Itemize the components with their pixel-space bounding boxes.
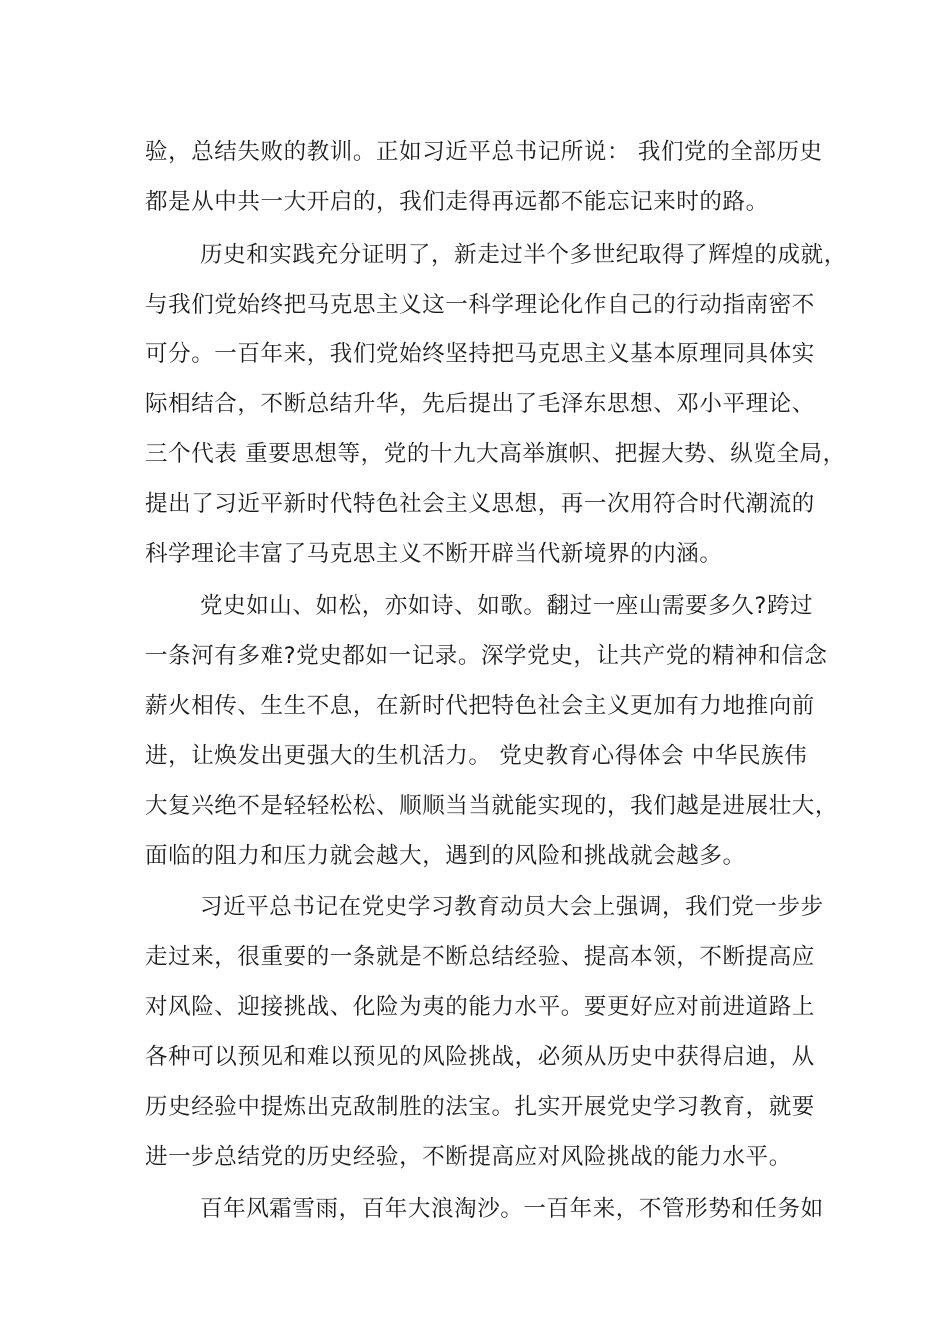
text-line: 对风险、迎接挑战、化险为夷的能力水平。要更好应对前进道路上	[145, 994, 815, 1020]
text-line: 可分。一百年来，我们党始终坚持把马克思主义基本原理同具体实	[145, 341, 815, 367]
text-line: 提出了习近平新时代特色社会主义思想，再一次用符合时代潮流的	[145, 491, 815, 517]
text-line: 际相结合，不断总结升华，先后提出了毛泽东思想、邓小平理论、	[145, 391, 815, 417]
text-line: 进，让焕发出更强大的生机活力。 党史教育心得体会 中华民族伟	[145, 743, 808, 769]
paragraph-first-line: 习近平总书记在党史学习教育动员大会上强调，我们党一步步	[200, 894, 824, 920]
text-line: 薪火相传、生生不息，在新时代把特色社会主义更加有力地推向前	[145, 693, 815, 719]
text-line: 三个代表 重要思想等，党的十九大高举旗帜、把握大势、纵览全局，	[145, 441, 846, 467]
paragraph-first-line: 历史和实践充分证明了，新走过半个多世纪取得了辉煌的成就，	[200, 242, 847, 268]
text-line: 进一步总结党的历史经验，不断提高应对风险挑战的能力水平。	[145, 1144, 792, 1170]
text-line: 验，总结失败的教训。正如习近平总书记所说： 我们党的全部历史	[145, 139, 823, 165]
paragraph-first-line: 百年风霜雪雨，百年大浪淘沙。一百年来，不管形势和任务如	[200, 1196, 824, 1222]
text-line: 与我们党始终把马克思主义这一科学理论化作自己的行动指南密不	[145, 292, 815, 318]
text-line: 大复兴绝不是轻轻松松、顺顺当当就能实现的，我们越是进展壮大，	[145, 793, 839, 819]
text-line: 走过来，很重要的一条就是不断总结经验、提高本领，不断提高应	[145, 944, 815, 970]
paragraph-first-line: 党史如山、如松，亦如诗、如歌。翻过一座山需要多久?跨过	[200, 593, 814, 619]
text-line: 面临的阻力和压力就会越大，遇到的风险和挑战就会越多。	[145, 843, 746, 869]
text-line: 都是从中共一大开启的，我们走得再远都不能忘记来时的路。	[145, 189, 769, 215]
text-line: 历史经验中提炼出克敌制胜的法宝。扎实开展党史学习教育，就要	[145, 1094, 815, 1120]
text-line: 各种可以预见和难以预见的风险挑战，必须从历史中获得启迪，从	[145, 1044, 815, 1070]
text-line: 科学理论丰富了马克思主义不断开辟当代新境界的内涵。	[145, 541, 723, 567]
text-line: 一条河有多难?党史都如一记录。深学党史，让共产党的精神和信念	[145, 643, 828, 669]
